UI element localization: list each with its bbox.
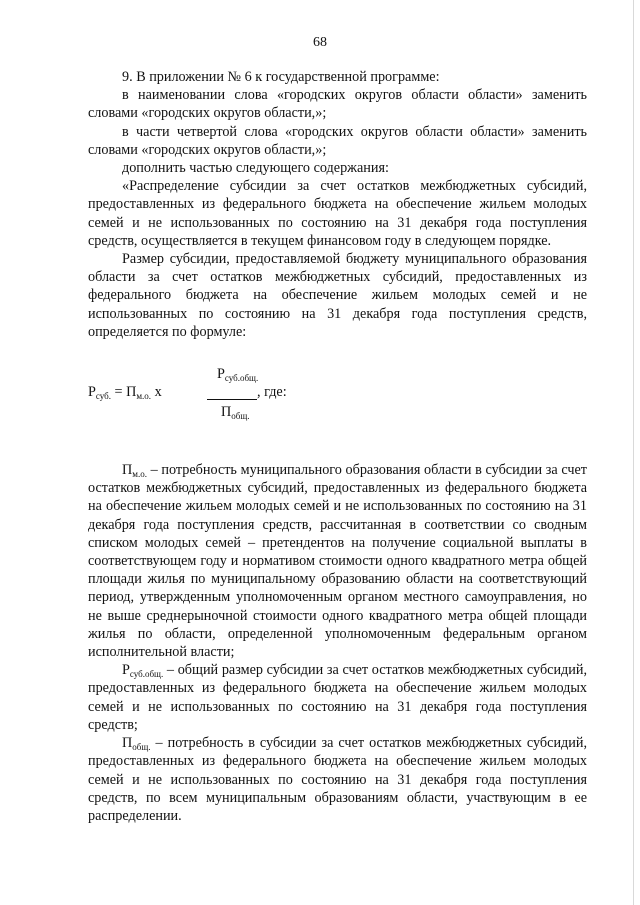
page-edge-line bbox=[633, 0, 634, 905]
formula-denominator: $П_{общ.}$ bbox=[221, 404, 250, 422]
formula-numerator: $Р_{суб.общ.}$ bbox=[217, 366, 259, 384]
page-number: 68 bbox=[313, 35, 327, 50]
document-body bbox=[88, 68, 587, 825]
definition-pmo: $П_{м.о.}$ – потребность муниципального образования области в субсидии за счет остатков межбюджетных субсидий, предоставленных из федерального бюджета на обеспечение жильем молодых семей и не использованных по состоянию на 31 декабря года поступления средств, рассчитанная в соответствии со сводным списком молодых семей – претендентов на получение социальной выплаты в соответствующем году и нормативом стоимости одного квадратного метра общей площади жилья по муниципальному образованию области на соответствующий период, утвержденным уполномоченным органом местного самоуправления, но не выше среднерыночной стоимости одного квадратного метра общей площади жилья по области, определенной уполномоченным федеральным органом исполнительной власти; bbox=[88, 462, 587, 661]
paragraph-add-part: дополнить частью следующего содержания: bbox=[122, 160, 389, 177]
formula-left-side: $Р_{суб.} = П_{м.о.}$ х bbox=[88, 384, 162, 402]
subsidy-formula bbox=[88, 345, 587, 443]
formula-where: , где: bbox=[257, 384, 287, 401]
paragraph-part-four-change: в части четвертой слова «городских округов области области» заменить словами «городских округов области,»; bbox=[88, 123, 587, 158]
definition-p-total: $П_{общ.}$ – потребность в субсидии за счет остатков межбюджетных субсидий, предоставленных из федерального бюджета на обеспечение жильем молодых семей и не использованных по состоянию на 31 декабря года поступления средств, по всем муниципальным образованиям области, участвующим в ее распределении. bbox=[88, 735, 587, 824]
formula-fraction-bar bbox=[207, 399, 257, 400]
definition-rsub-total: $Р_{суб.общ.}$ – общий размер субсидии за счет остатков межбюджетных субсидий, предоставленных из федерального бюджета на обеспечение жильем молодых семей и не использованных по состоянию на 31 декабря года поступления средств; bbox=[88, 662, 587, 733]
paragraph-title-change: в наименовании слова «городских округов области области» заменить словами «городских округов области,»; bbox=[88, 87, 587, 122]
paragraph-subsidy-size: Размер субсидии, предоставляемой бюджету муниципального образования области за счет остатков межбюджетных субсидий, предоставленных из федерального бюджета на обеспечение жильем молодых семей и не использованных по состоянию на 31 декабря года поступления средств, определяется по формуле: bbox=[88, 251, 587, 340]
paragraph-item-9: 9. В приложении № 6 к государственной программе: bbox=[122, 69, 440, 85]
paragraph-distribution-order: «Распределение субсидии за счет остатков межбюджетных субсидий, предоставленных из федерального бюджета на обеспечение жильем молодых семей и не использованных по состоянию на 31 декабря года поступления средств, осуществляется в текущем финансовом году в следующем порядке. bbox=[88, 178, 587, 249]
